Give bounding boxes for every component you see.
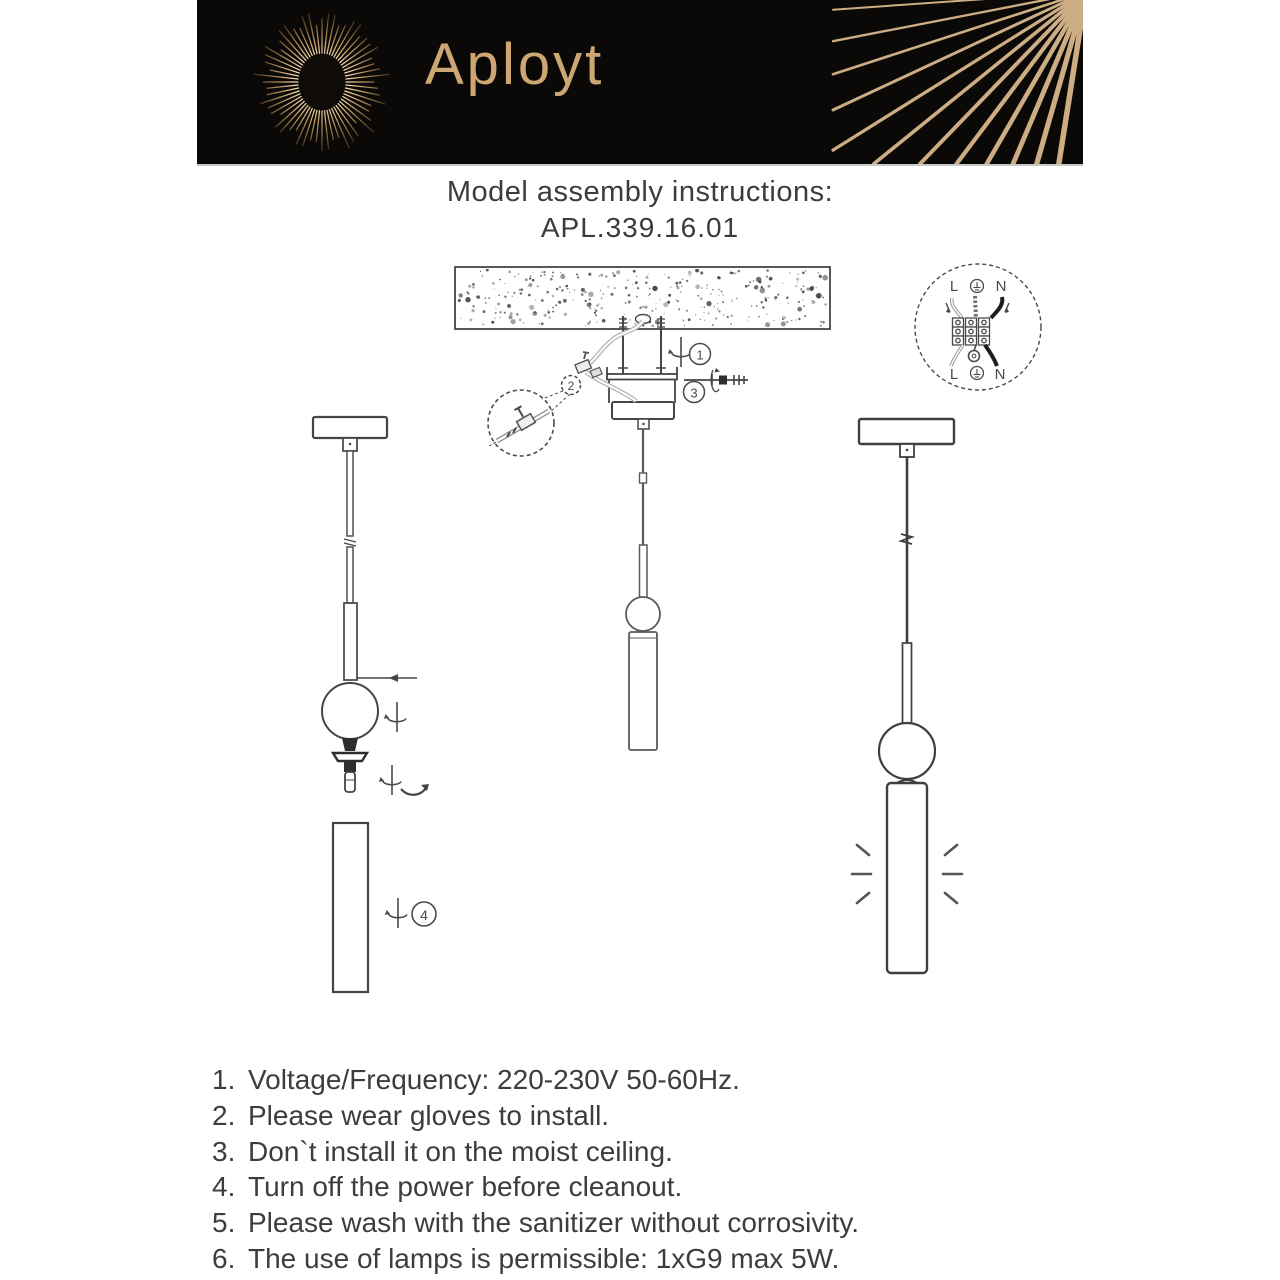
model-number: APL.339.16.01: [540, 212, 740, 243]
item-number: 4.: [212, 1171, 236, 1203]
svg-text:L: L: [949, 278, 959, 295]
item-text: The use of lamps is permissible: 1xG9 max 5W.: [248, 1242, 840, 1274]
item-number: 2.: [212, 1099, 236, 1131]
center-pendant: [626, 429, 660, 750]
svg-text:1: 1: [696, 347, 704, 363]
instruction-item: [212, 1241, 1212, 1277]
callout-2-badge: [542, 376, 581, 414]
wiring-detail: [915, 264, 1041, 390]
ceiling-slab: [455, 267, 830, 329]
item-text: Don`t install it on the moist ceiling.: [248, 1135, 673, 1167]
svg-text:4: 4: [420, 907, 428, 923]
left-figure-exploded: [313, 417, 429, 992]
right-figure-assembled: [852, 419, 962, 973]
instruction-item: [212, 1134, 1212, 1170]
item-text: Please wash with the sanitizer without corrosivity.: [248, 1207, 860, 1239]
brand-name: Aployt: [425, 32, 605, 97]
callout-4-badge: [412, 902, 436, 926]
instruction-item: [212, 1169, 1212, 1205]
item-number: 1.: [212, 1064, 236, 1095]
svg-text:2: 2: [567, 379, 575, 393]
item-text: Turn off the power before cleanout.: [248, 1171, 683, 1203]
instruction-item: [212, 1205, 1212, 1241]
callout-3-badge: [684, 382, 705, 403]
instruction-item: [212, 1062, 1212, 1098]
item-number: 3.: [212, 1135, 236, 1167]
svg-text:N: N: [994, 366, 1006, 383]
mounting-bracket: [607, 367, 677, 429]
instruction-item: [212, 1098, 1212, 1134]
item-number: 6.: [212, 1242, 236, 1274]
magnifier-detail: [488, 390, 554, 456]
page-title: Model assembly instructions:: [446, 176, 834, 208]
svg-text:N: N: [995, 278, 1007, 295]
item-number: 5.: [212, 1207, 236, 1239]
svg-text:3: 3: [690, 385, 698, 401]
item-text: Voltage/Frequency: 220-230V 50-60Hz.: [248, 1064, 740, 1095]
callout-1-badge: [668, 337, 711, 367]
svg-text:L: L: [949, 366, 959, 383]
item-text: Please wear gloves to install.: [248, 1099, 610, 1131]
instructions-list: [212, 1062, 1212, 1277]
